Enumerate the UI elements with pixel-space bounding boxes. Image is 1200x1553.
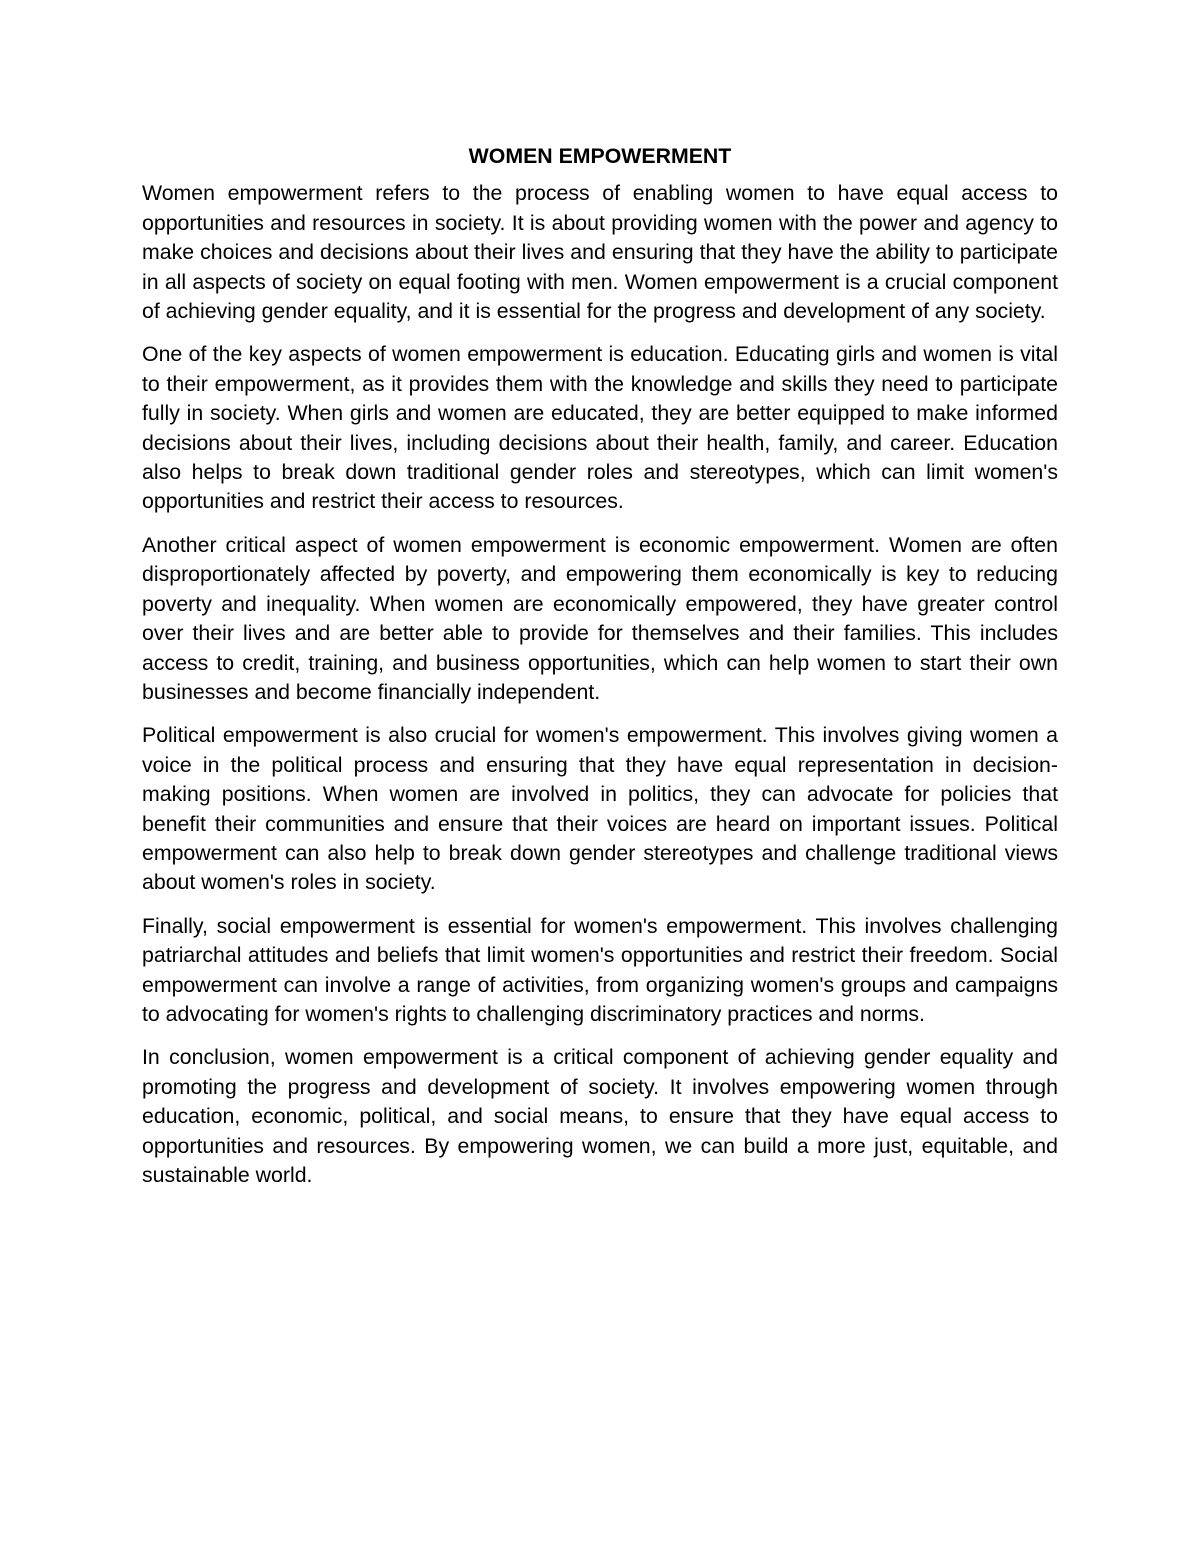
document-title: WOMEN EMPOWERMENT [468, 144, 732, 168]
paragraph-intro: Women empowerment refers to the process of enabling women to have equal access to opportunities and resources in society. It is about providing women with the power and agency to make choices and decisions about their lives and ensuring that they have the ability to participate in all aspects of society on equal footing with men. Women empowerment is a crucial component of achieving gender equality, and it is essential for the progress and development of any society. [142, 181, 1058, 324]
document-body [142, 142, 1058, 1204]
paragraph-political: Political empowerment is also crucial for women's empowerment. This involves giving women a voice in the political process and ensuring that they have equal representation in decision-making positions. When women are involved in politics, they can advocate for policies that benefit their communities and ensure that their voices are heard on important issues. Political empowerment can also help to break down gender stereotypes and challenge traditional views about women's roles in society. [142, 723, 1058, 895]
paragraph-social: Finally, social empowerment is essential for women's empowerment. This involves challenging patriarchal attitudes and beliefs that limit women's opportunities and restrict their freedom. Social empowerment can involve a range of activities, from organizing women's groups and campaigns to advocating for women's rights to challenging discriminatory practices and norms. [142, 913, 1058, 1026]
paragraph-conclusion: In conclusion, women empowerment is a critical component of achieving gender equality and promoting the progress and development of society. It involves empowering women through education, economic, political, and social means, to ensure that they have equal access to opportunities and resources. By empowering women, we can build a more just, equitable, and sustainable world. [142, 1045, 1058, 1187]
paragraph-education: One of the key aspects of women empowerment is education. Educating girls and women is vital to their empowerment, as it provides them with the knowledge and skills they need to participate fully in society. When girls and women are educated, they are better equipped to make informed decisions about their lives, including decisions about their health, family, and career. Education also helps to break down traditional gender roles and stereotypes, which can limit women's opportunities and restrict their access to resources. [142, 342, 1058, 514]
paragraph-economic: Another critical aspect of women empowerment is economic empowerment. Women are often disproportionately affected by poverty, and empowering them economically is key to reducing poverty and inequality. When women are economically empowered, they have greater control over their lives and are better able to provide for themselves and their families. This includes access to credit, training, and business opportunities, which can help women to start their own businesses and become financially independent. [142, 532, 1058, 704]
